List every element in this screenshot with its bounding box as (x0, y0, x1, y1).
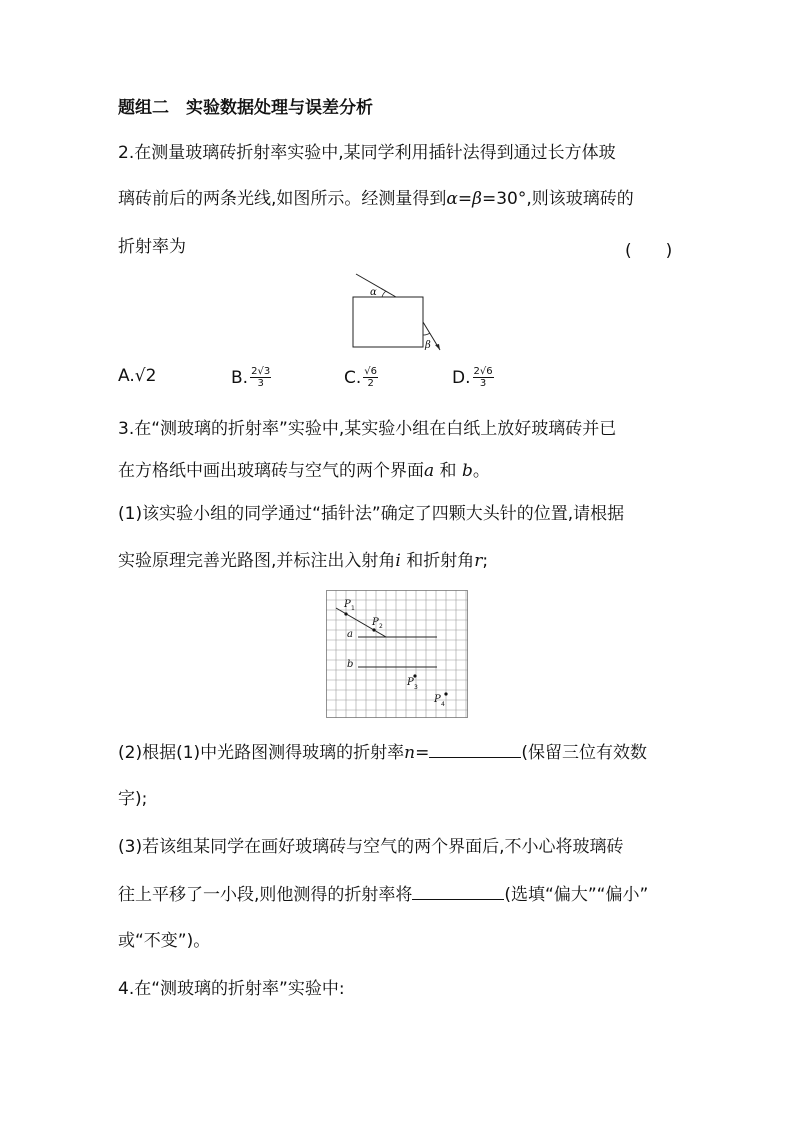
option-d-label: D. (452, 367, 471, 388)
option-c-label: C. (344, 367, 362, 388)
q3-part1-line-2 (118, 550, 488, 572)
answer-blank-n[interactable] (429, 741, 521, 758)
option-d-denominator: 3 (479, 378, 487, 389)
q3-symbol-n: n (404, 743, 416, 763)
q3-line-2 (118, 460, 490, 482)
q3-interface-a: a (424, 461, 435, 481)
q3-part1-line-1: (1)该实验小组的同学通过“插针法”确定了四颗大头针的位置,请根据 (118, 504, 625, 524)
q3-angle-i: i (395, 551, 401, 571)
option-b (231, 366, 271, 389)
q3-interface-b: b (461, 461, 473, 481)
grid-label-p1-sub: 1 (351, 605, 355, 612)
option-c-numerator: √6 (364, 366, 378, 377)
emergent-ray-arrow (435, 344, 440, 350)
grid-label-b: b (347, 659, 354, 670)
q4-line-1: 4.在“测玻璃的折射率”实验中: (118, 979, 345, 999)
option-a-label: A. (118, 366, 135, 386)
q3-part3-text: 往上平移了一小段,则他测得的折射率将 (118, 885, 413, 905)
q3-line-2-end: 。 (472, 461, 490, 481)
glass-block (353, 297, 423, 347)
option-b-denominator: 3 (257, 378, 264, 389)
q2-line-2-text: 璃砖前后的两条光线,如图所示。经测量得到 (118, 189, 447, 209)
alpha-arc (382, 291, 386, 297)
option-d-fraction (473, 366, 494, 389)
q2-beta: β (472, 189, 482, 209)
grid-label-a: a (347, 629, 353, 640)
option-b-fraction (250, 366, 271, 389)
option-c-denominator: 2 (367, 378, 374, 389)
option-b-label: B. (231, 367, 249, 388)
q2-line-3: 折射率为 (118, 237, 186, 257)
grid-label-p1: P (344, 599, 351, 610)
beta-arc (423, 333, 430, 335)
grid-label-p2-sub: 2 (379, 623, 383, 630)
section-title: 题组二 实验数据处理与误差分析 (118, 98, 373, 118)
q3-line-1: 3.在“测玻璃的折射率”实验中,某实验小组在白纸上放好玻璃砖并已 (118, 419, 617, 439)
q2-line-2 (118, 188, 634, 210)
option-d (452, 366, 494, 389)
pin-p4-dot (444, 692, 447, 695)
q3-part3-line-2 (118, 883, 648, 906)
q3-part2-text-b: (保留三位有效数 (521, 743, 648, 763)
grid-label-p2: P (372, 617, 379, 628)
q3-part1-mid: 和折射角 (400, 551, 475, 571)
option-d-numerator: 2√6 (473, 366, 493, 377)
option-a (118, 366, 156, 386)
grid-label-p4-sub: 4 (441, 701, 445, 708)
q3-part2-line-2: 字); (118, 789, 148, 809)
grid-label-p3: P (407, 677, 414, 688)
q3-part3-text-b: (选填“偏大”“偏小” (504, 885, 649, 905)
pin-p1-dot (344, 612, 347, 615)
q3-part1-text: 实验原理完善光路图,并标注出入射角 (118, 551, 396, 571)
fig-alpha-label: α (370, 287, 377, 298)
q3-part2-eq: = (415, 743, 430, 763)
grid-label-p4: P (434, 694, 441, 705)
pin-p3-dot (413, 674, 416, 677)
answer-paren: ( ) (625, 241, 673, 261)
q3-part2-text: (2)根据(1)中光路图测得玻璃的折射率 (118, 743, 405, 763)
glass-block-figure (340, 270, 450, 355)
q3-and: 和 (434, 461, 462, 481)
grid-figure (326, 590, 468, 718)
pin-p2-dot (372, 628, 375, 631)
grid-label-p3-sub: 3 (414, 684, 418, 691)
q2-eq1: = (457, 189, 473, 209)
q3-part3-line-1: (3)若该组某同学在画好玻璃砖与空气的两个界面后,不小心将玻璃砖 (118, 837, 624, 857)
q3-part1-end: ; (482, 551, 489, 571)
q2-alpha: α (446, 189, 458, 209)
option-b-numerator: 2√3 (251, 366, 271, 377)
option-c-fraction (363, 366, 378, 389)
q2-eq2: =30°,则该玻璃砖的 (481, 189, 634, 209)
option-a-value: √2 (134, 366, 157, 386)
answer-blank-error[interactable] (412, 883, 504, 900)
q2-line-1: 2.在测量玻璃砖折射率实验中,某同学利用插针法得到通过长方体玻 (118, 143, 616, 163)
q3-line-2-text: 在方格纸中画出玻璃砖与空气的两个界面 (118, 461, 424, 481)
fig-beta-label: β (425, 340, 431, 351)
q3-part3-line-3: 或“不变”)。 (118, 931, 211, 951)
q3-part2-line-1 (118, 741, 647, 764)
option-c (344, 366, 378, 389)
q3-angle-r: r (474, 551, 483, 571)
